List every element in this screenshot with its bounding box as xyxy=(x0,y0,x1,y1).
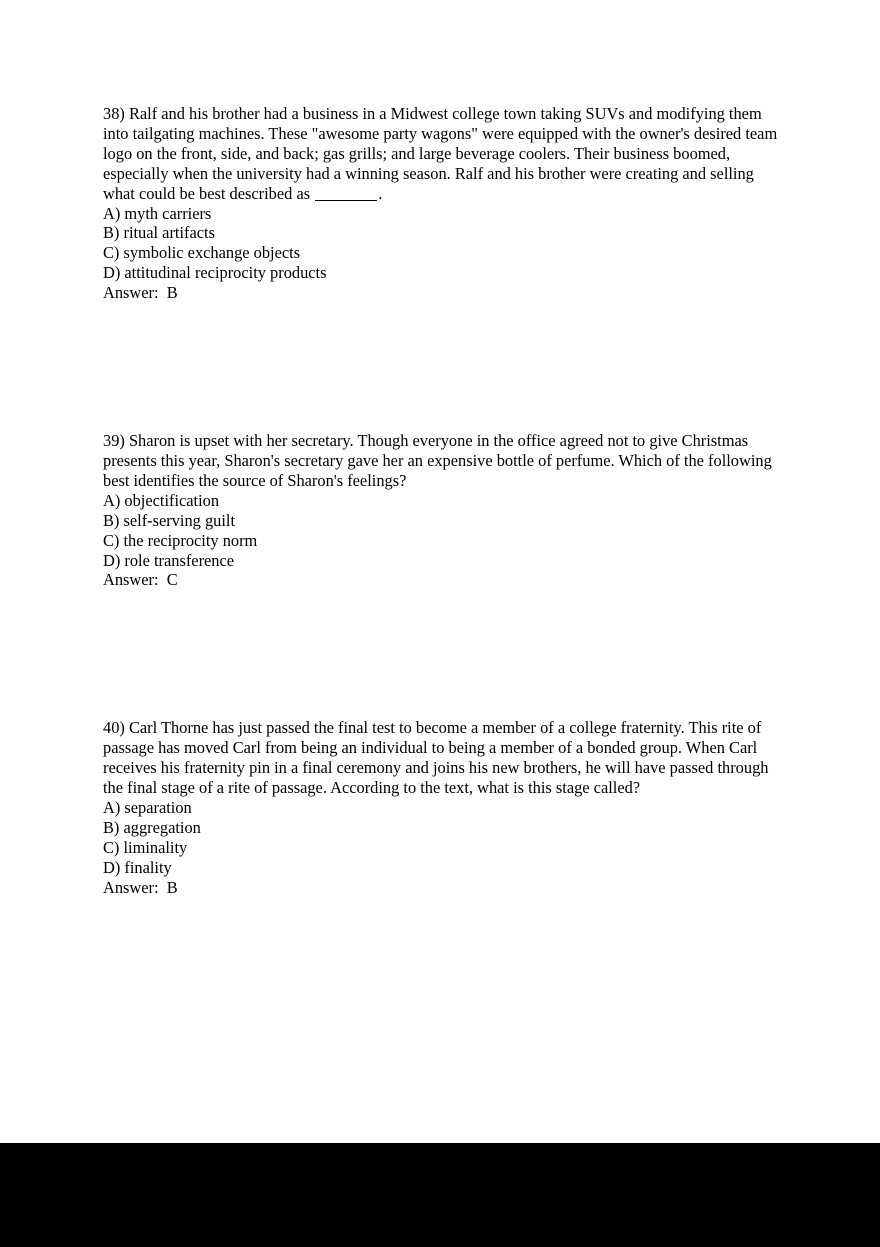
question-stem-tail: . xyxy=(378,183,383,203)
page-bottom-black-band xyxy=(0,1143,880,1247)
option-c[interactable]: C) symbolic exchange objects xyxy=(103,243,301,263)
question-stem-text: 40) Carl Thorne has just passed the final test to become a member of a college fraternity. This rite of passage has moved Carl from being an individual to being a member of a bonded group. When Carl receives his fraternity pin in a final ceremony and joins his new brothers, he will have passed through the final stage of a rite of passage. According to the text, what is this stage called? xyxy=(103,718,769,798)
question-stem-text: 38) Ralf and his brother had a business in a Midwest college town taking SUVs and modifying them into tailgating machines. These "awesome party wagons" were equipped with the owner's desired team logo on the front, side, and back; gas grills; and large beverage coolers. Their business boomed, especially when the university had a winning season. Ralf and his brother were creating and selling what could be best described as xyxy=(103,104,778,203)
option-list xyxy=(103,204,779,284)
option-a[interactable]: A) separation xyxy=(103,797,192,817)
option-b[interactable]: B) aggregation xyxy=(103,817,201,837)
option-d[interactable]: D) finality xyxy=(103,857,172,877)
question-list xyxy=(103,104,779,897)
option-a[interactable]: A) objectification xyxy=(103,490,220,510)
question-stem xyxy=(103,431,779,491)
answer-line: Answer: B xyxy=(103,877,178,897)
option-d[interactable]: D) role transference xyxy=(103,550,235,570)
question-stem-text: 39) Sharon is upset with her secretary. Though everyone in the office agreed not to give Christmas presents this year, Sharon's secretary gave her an expensive bottle of perfume. Which of the following best identifies the source of Sharon's feelings? xyxy=(103,431,772,490)
option-c[interactable]: C) liminality xyxy=(103,837,188,857)
question-stem xyxy=(103,718,779,798)
option-b[interactable]: B) ritual artifacts xyxy=(103,223,215,243)
question-block xyxy=(103,718,779,897)
option-list xyxy=(103,491,779,571)
question-block xyxy=(103,431,779,590)
option-a[interactable]: A) myth carriers xyxy=(103,203,212,223)
answer-line: Answer: C xyxy=(103,570,178,590)
question-stem xyxy=(103,104,779,204)
option-list xyxy=(103,798,779,878)
answer-line: Answer: B xyxy=(103,283,178,303)
option-c[interactable]: C) the reciprocity norm xyxy=(103,530,258,550)
option-d[interactable]: D) attitudinal reciprocity products xyxy=(103,263,327,283)
option-b[interactable]: B) self-serving guilt xyxy=(103,510,236,530)
question-block xyxy=(103,104,779,303)
fill-in-blank-rule xyxy=(315,200,377,201)
